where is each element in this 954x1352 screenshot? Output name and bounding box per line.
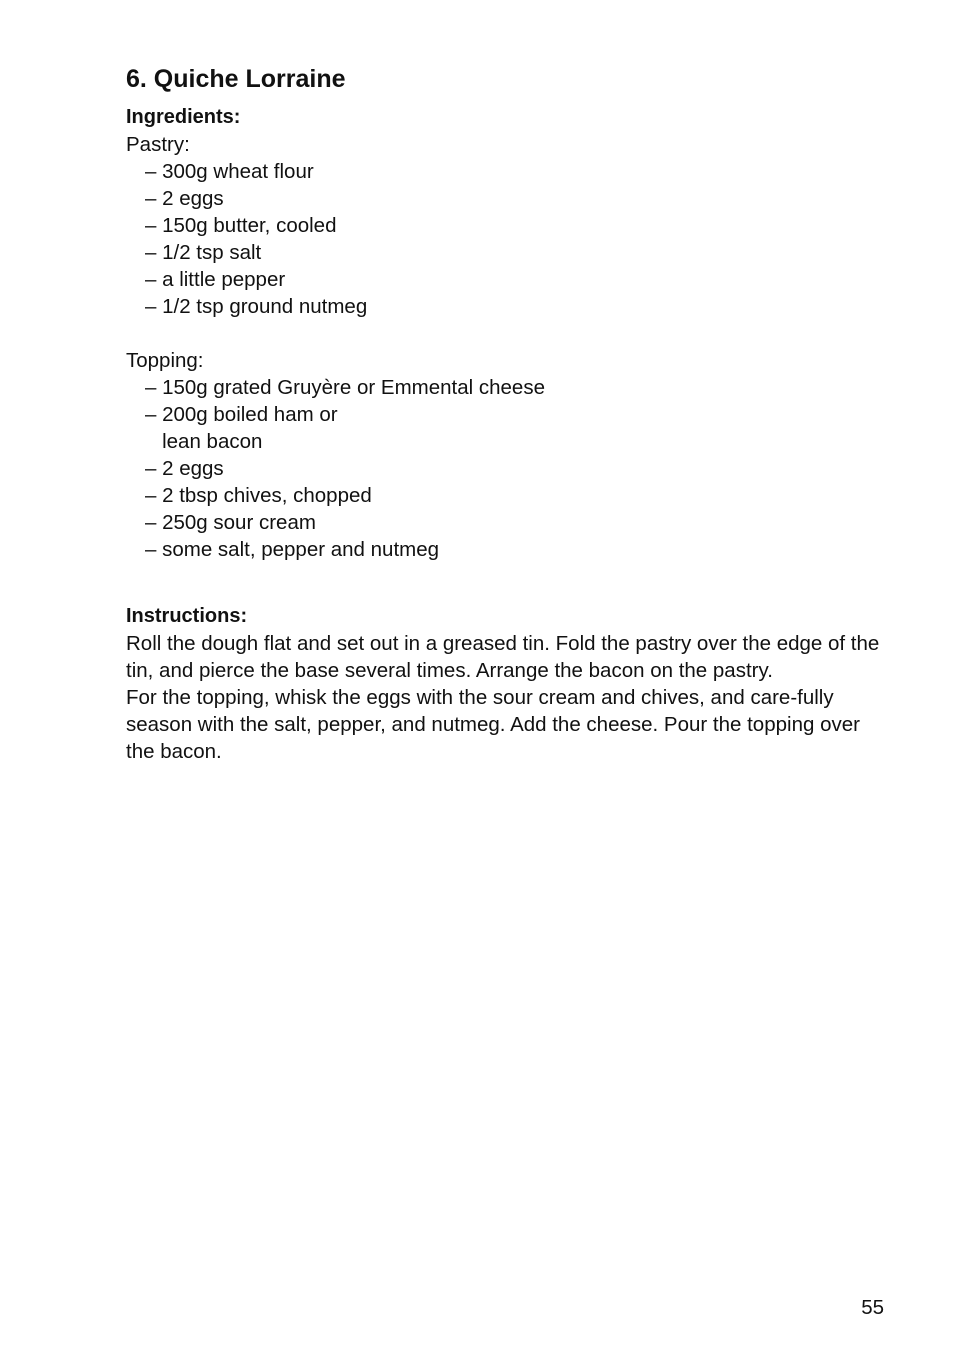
list-item: – 200g boiled ham or	[145, 403, 338, 426]
recipe-page	[126, 60, 896, 765]
list-item: – 150g grated Gruyère or Emmental cheese	[145, 376, 545, 399]
topping-label: Topping:	[126, 349, 204, 372]
list-item: – 1/2 tsp ground nutmeg	[145, 295, 368, 318]
recipe-title: 6. Quiche Lorraine	[126, 65, 346, 93]
list-item: – some salt, pepper and nutmeg	[145, 538, 440, 561]
list-item: – 2 eggs	[145, 187, 224, 210]
spacer	[126, 563, 896, 603]
list-item: – 250g sour cream	[145, 511, 316, 534]
instructions-paragraph: Roll the dough flat and set out in a greased tin. Fold the pastry over the edge of the tin, and pierce the base several times. Arrange the bacon on the pastry.	[126, 632, 880, 682]
list-item: – 2 eggs	[145, 457, 224, 480]
spacer	[126, 320, 896, 347]
pastry-label: Pastry:	[126, 133, 190, 156]
ingredients-heading: Ingredients:	[126, 106, 241, 128]
list-item: lean bacon	[145, 430, 263, 453]
list-item: – 150g butter, cooled	[145, 214, 337, 237]
list-item: – 1/2 tsp salt	[145, 241, 262, 264]
pastry-list	[126, 158, 896, 320]
page-number: 55	[861, 1296, 884, 1319]
list-item: – 2 tbsp chives, chopped	[145, 484, 372, 507]
list-item: – 300g wheat flour	[145, 160, 314, 183]
list-item: – a little pepper	[145, 268, 286, 291]
topping-list	[126, 374, 896, 563]
instructions-paragraph: For the topping, whisk the eggs with the sour cream and chives, and care-fully season with the salt, pepper, and nutmeg. Add the cheese. Pour the topping over the bacon.	[126, 686, 860, 763]
instructions-heading: Instructions:	[126, 605, 248, 627]
